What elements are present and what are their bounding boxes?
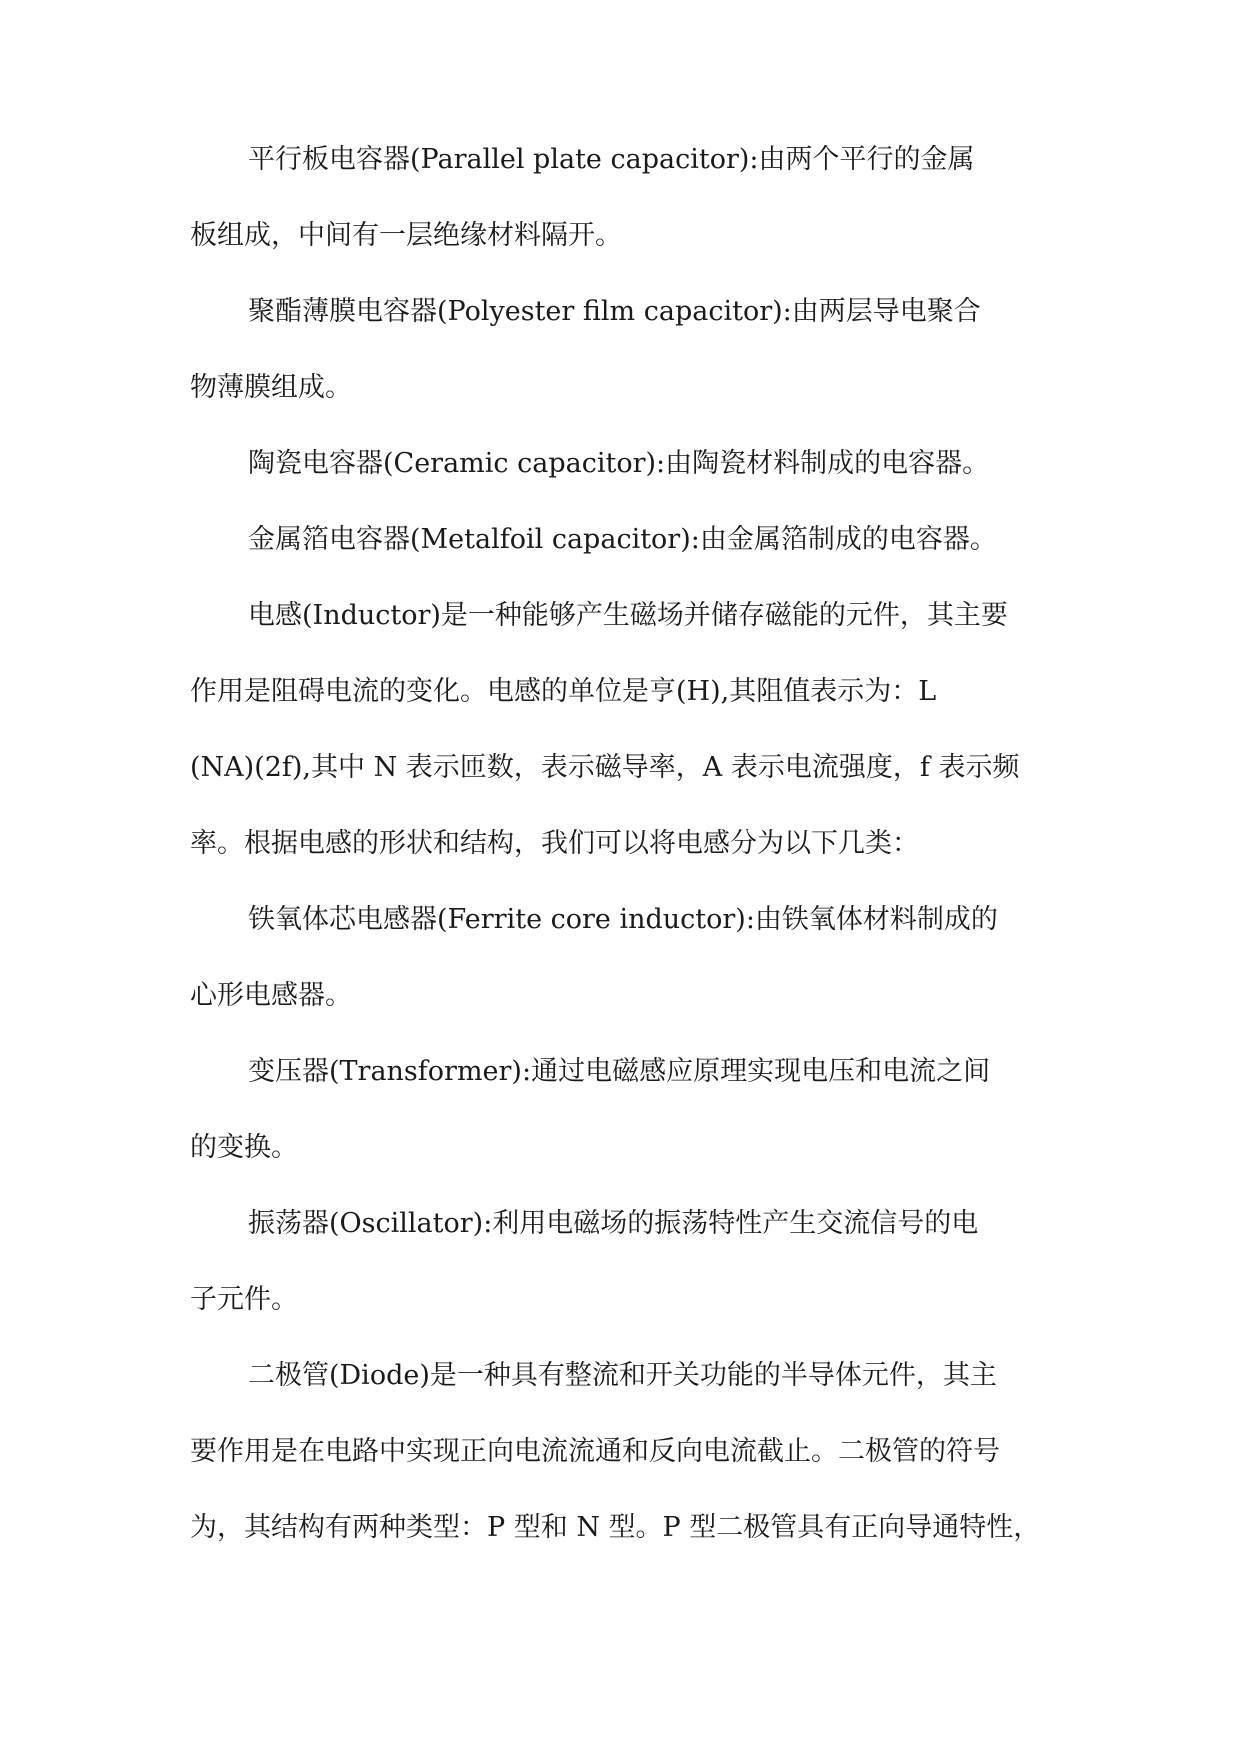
text-line: 率。根据电感的形状和结构，我们可以将电感分为以下几类： bbox=[190, 828, 919, 859]
text-line: 振荡器(Oscillator):利用电磁场的振荡特性产生交流信号的电 bbox=[248, 1208, 979, 1239]
text-line: 为，其结构有两种类型：P 型和 N 型。P 型二极管具有正向导通特性， bbox=[190, 1512, 1041, 1543]
text-line: 陶瓷电容器(Ceramic capacitor):由陶瓷材料制成的电容器。 bbox=[248, 448, 990, 479]
text-line: (NA)(2f),其中 N 表示匝数，表示磁导率，A 表示电流强度，f 表示频 bbox=[190, 752, 1020, 783]
text-line: 变压器(Transformer):通过电磁感应原理实现电压和电流之间 bbox=[248, 1056, 991, 1087]
text-line: 作用是阻碍电流的变化。电感的单位是亨(H),其阻值表示为：L bbox=[190, 676, 937, 707]
text-line: 物薄膜组成。 bbox=[190, 372, 352, 403]
text-line: 要作用是在电路中实现正向电流流通和反向电流截止。二极管的符号 bbox=[190, 1436, 1000, 1467]
body-text bbox=[190, 142, 1066, 1586]
text-line: 平行板电容器(Parallel plate capacitor):由两个平行的金属 bbox=[248, 144, 975, 175]
text-line: 二极管(Diode)是一种具有整流和开关功能的半导体元件，其主 bbox=[248, 1360, 997, 1391]
text-line: 板组成，中间有一层绝缘材料隔开。 bbox=[190, 220, 622, 251]
text-line: 心形电感器。 bbox=[190, 980, 352, 1011]
text-line: 铁氧体芯电感器(Ferrite core inductor):由铁氧体材料制成的 bbox=[248, 904, 998, 935]
text-line: 子元件。 bbox=[190, 1284, 298, 1315]
text-line: 金属箔电容器(Metalfoil capacitor):由金属箔制成的电容器。 bbox=[248, 524, 997, 555]
text-line: 聚酯薄膜电容器(Polyester film capacitor):由两层导电聚合 bbox=[248, 296, 981, 327]
text-line: 的变换。 bbox=[190, 1132, 298, 1163]
text-line: 电感(Inductor)是一种能够产生磁场并储存磁能的元件，其主要 bbox=[248, 600, 1008, 631]
